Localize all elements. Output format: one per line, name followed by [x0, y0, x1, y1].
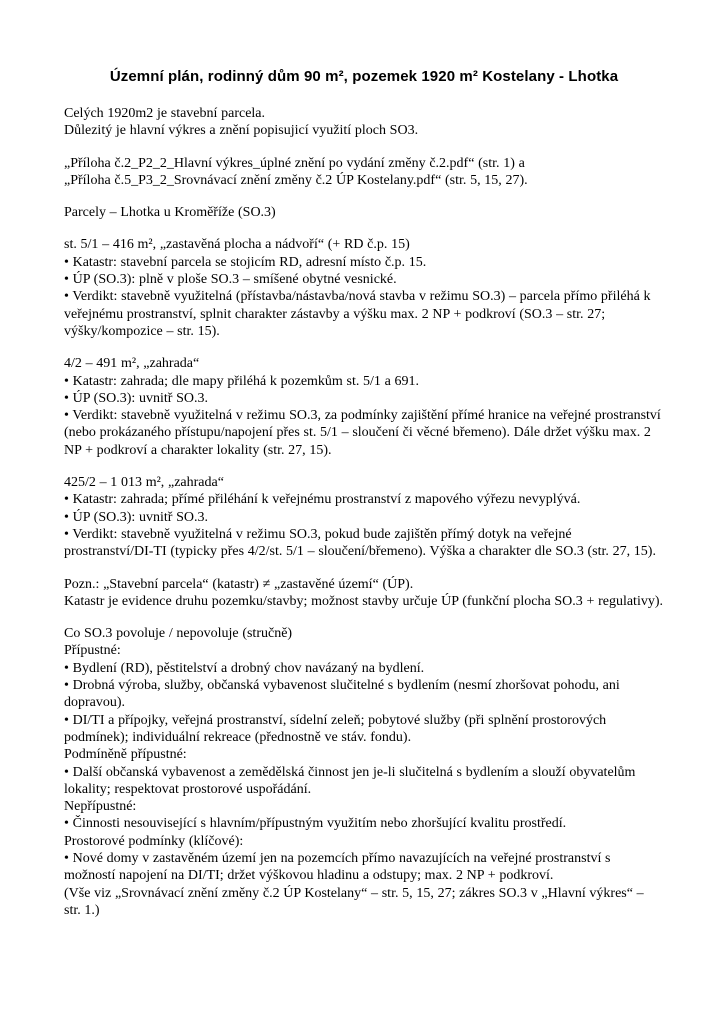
text-line: • Verdikt: stavebně využitelná v režimu SO.3, za podmínky zajištění přímé hranice na veřejné prostranství (nebo prokázaného přístupu/napojení přes st. 5/1 – sloučení či věcné břemeno). Dále držet výšku max. 2 NP + podkroví a charakter lokality (str. 27, 15). [64, 408, 661, 458]
document-title: Územní plán, rodinný dům 90 m², pozemek 1920 m² Kostelany - Lhotka [109, 68, 619, 85]
text-line: • Činnosti nesouvisející s hlavním/přípustným využitím nebo zhoršující kvalitu prostředí. [64, 816, 567, 832]
text-line: 425/2 – 1 013 m², „zahrada“ [64, 475, 224, 491]
text-line: Důlezitý je hlavní výkres a znění popisujicí využití ploch SO3. [64, 123, 419, 139]
paragraph-so3-rules [64, 625, 664, 919]
text-line: • Bydlení (RD), pěstitelství a drobný chov navázaný na bydlení. [64, 660, 425, 676]
text-line: Přípustné: [64, 643, 121, 659]
paragraph-parcel-425-2 [64, 474, 664, 560]
paragraph-parcel-st-5-1 [64, 236, 664, 340]
text-line: „Příloha č.2_P2_2_Hlavní výkres_úplné znění po vydání změny č.2.pdf“ (str. 1) a [64, 155, 525, 171]
text-line: • Katastr: zahrada; dle mapy přiléhá k pozemkům st. 5/1 a 691. [64, 373, 420, 389]
text-line: • Další občanská vybavenost a zemědělská činnost jen je-li slučitelná s bydlením a slouží obyvatelům lokality; respektovat prostorové uspořádání. [64, 764, 636, 797]
document-body [64, 105, 664, 919]
text-line: (Vše viz „Srovnávací znění změny č.2 ÚP Kostelany“ – str. 5, 15, 27; zákres SO.3 v „Hlavní výkres“ – str. 1.) [64, 885, 644, 918]
text-line: • Verdikt: stavebně využitelná v režimu SO.3, pokud bude zajištěn přímý dotyk na veřejné prostranství/DI-TI (typicky přes 4/2/st. 5/1 – sloučení/břemeno). Výška a charakter dle SO.3 (str. 27, 15). [64, 526, 656, 560]
text-line: „Příloha č.5_P3_2_Srovnávací znění změny č.2 ÚP Kostelany.pdf“ (str. 5, 15, 27). [64, 172, 528, 188]
paragraph-parcel-4-2 [64, 355, 664, 459]
text-line: st. 5/1 – 416 m², „zastavěná plocha a nádvoří“ (+ RD č.p. 15) [64, 237, 410, 253]
text-line: • Drobná výroba, služby, občanská vybavenost slučitelné s bydlením (nesmí zhoršovat pohodu, ani dopravou). [64, 678, 620, 711]
paragraph-note [64, 576, 664, 611]
text-line: • Katastr: zahrada; přímé přiléhání k veřejnému prostranství z mapového výřezu nevyplývá. [64, 492, 581, 508]
text-line: • ÚP (SO.3): uvnitř SO.3. [64, 390, 209, 406]
paragraph-intro [64, 105, 664, 140]
text-line: • ÚP (SO.3): plně v ploše SO.3 – smíšené obytné vesnické. [64, 272, 397, 288]
text-line: Co SO.3 povoluje / nepovoluje (stručně) [64, 626, 293, 642]
text-line: • Katastr: stavební parcela se stojicím RD, adresní místo č.p. 15. [64, 254, 427, 270]
text-line: Katastr je evidence druhu pozemku/stavby; možnost stavby určuje ÚP (funkční plocha SO.3 + regulativy). [64, 593, 663, 609]
text-line: • Nové domy v zastavěném území jen na pozemcích přímo navazujících na veřejné prostranství s možností napojení na DI/TI; držet výškovou hladinu a odstupy; max. 2 NP + podkroví. [64, 850, 611, 884]
text-line: Pozn.: „Stavební parcela“ (katastr) ≠ „zastavěné území“ (ÚP). [64, 576, 414, 592]
paragraph-attachments [64, 155, 664, 190]
text-line: Nepřípustné: [64, 799, 137, 815]
text-line: • ÚP (SO.3): uvnitř SO.3. [64, 509, 209, 525]
text-line: Podmíněně přípustné: [64, 747, 187, 763]
text-line: Celých 1920m2 je stavební parcela. [64, 106, 266, 121]
text-line: Parcely – Lhotka u Kroměříže (SO.3) [64, 205, 276, 221]
text-line: • DI/TI a přípojky, veřejná prostranství, sídelní zeleň; pobytové služby (při splnění prostorových podmínek); individuální rekreace (přednostně ve stáv. fondu). [64, 712, 607, 745]
paragraph-section-parcely [64, 204, 664, 221]
text-line: 4/2 – 491 m², „zahrada“ [64, 356, 200, 372]
text-line: • Verdikt: stavebně využitelná (přístavba/nástavba/nová stavba v režimu SO.3) – parcela přímo přiléhá k veřejnému prostranství, splnit charakter zástavby a výšku max. 2 NP + podkroví (SO.3 – str. 27; výšky/kompozice – str. 15). [64, 289, 651, 339]
text-line: Prostorové podmínky (klíčové): [64, 833, 244, 849]
